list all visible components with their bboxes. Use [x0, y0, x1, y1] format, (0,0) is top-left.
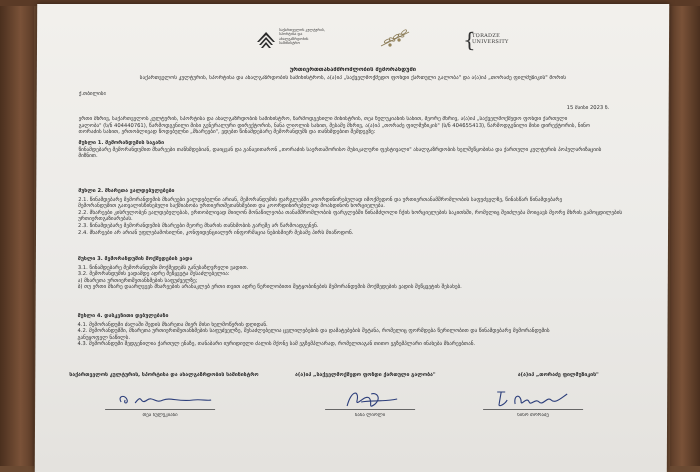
preamble: [79, 116, 639, 136]
memorandum-document: [35, 4, 669, 472]
parties-line: საქართველოს კულტურის, სპორტისა და ახალგაზრდობის სამინისტროს, ა(ა)იპ „საქველმოქმედო ფონდი ქართული გალობა" და ა(ა)იპ „თორაძე ფილმუზიკის" შორის: [139, 75, 566, 81]
signature-org-1: საქართველოს კულტურის, სპორტისა და ახალგაზრდობის სამინისტრო: [69, 372, 259, 378]
city: ქ.თბილისი: [78, 91, 107, 97]
olive-branch-logo-icon: [377, 24, 413, 54]
signature-org-2: ა(ა)იპ „საქველმოქმედო ფონდი ქართული გალობა": [294, 372, 436, 378]
article-3-line: 3.1. წინამდებარე მემორანდუმი მოქმედებს განუსაზღვრელი ვადით.: [77, 264, 249, 271]
article-2-line: ურთიერთგაზიარებას.: [78, 216, 133, 223]
article-2-line: 2.2. მხარეები კისრულობენ ვალდებულებას, ერთობლივად მიიღონ მონაწილეობა თანამშრომლობის ფარგლებში წინამძღოლი ჩქის ხორციელების საკითხში, რომელიც შეიძლება მოიცავს მეორე მხრის გამოცდილების: [78, 209, 623, 216]
article-4-line: 4.2. მემორანდუმში, მხარეთა ურთიერთშეთანხმების საფუძველზე, შესაძლებელია ცვლილებების და დამატებების შეტანა, რომელიც ფორმდება წერილობით და წინამდებარე მემორანდუმის: [77, 328, 550, 335]
article-2-line: 2.4. მხარეები არ არიან უფლებამოსილნი, კონფიდენციალურ ინფორმაცია ნებისმიერ მესამე პირს მიაწოდონ.: [78, 229, 354, 236]
article-4-line: განუყოფელ ნაწილს.: [77, 334, 131, 341]
signature-line-1: [105, 409, 215, 410]
preamble-line: გალობა" (ს/ნ 404440761), წარმოდგენილი მისი გენერალური დირექტორის, ნანა ლიოლის სახით, მესამე მხრივ, ა(ა)იპ „თორაძე ფილმუზიკის" (ს/ნ 404655413), წარმოდგენილი მისი დირექტორის, ნინო: [78, 122, 590, 129]
ministry-logo-icon: [255, 28, 277, 50]
document-title: ურთიერთთანამშრომლობის მემორანდუმი: [289, 67, 417, 73]
toradze-logo-text: TORADZE UNIVERSITY: [472, 33, 509, 45]
article-2-line: მემორანდუმით გათვალისწინებული საქმიანობა ურთიერთშეთანხმებით და კოორდინირებულად მოახდინონ ხორციელება.: [78, 203, 385, 210]
article-2: [78, 188, 638, 236]
ministry-logo-text: საქართველოს კულტურის, სპორტისა და ახალგაზრდობის სამინისტრო: [279, 28, 326, 46]
signatory-name-1: თეა წულუკიანი: [142, 413, 178, 418]
article-2-line: 2.3. წინამდებარე მემორანდუმის მხარეები მეორე მხარის თანხმობის გარეშე არ წარმოადგენენ.: [78, 222, 319, 229]
article-4-heading: მუხლი 4. დასკვნითი დებულებანი: [77, 313, 169, 319]
signature-3-icon: [491, 384, 571, 410]
date: 15 მაისი 2023 წ.: [566, 105, 610, 111]
signature-org-3: ა(ა)იპ „თორაძე ფილმუზიკის": [517, 372, 599, 378]
article-4-line: 4.3. მემორანდუმი შედგენილია ქართულ ენაზე, თანაბარი იურიდიული ძალის მქონე სამ ეგზემპლარად, რომელთაგან თითო ეგზემპლარი ინახება მხარეებთან.: [77, 341, 476, 348]
logo-header: [37, 22, 669, 62]
article-1-line: წინამდებარე მემორანდუმით მხარეები თანხმდებიან, დაიცვან და განავითარონ „თორაძის საერთაშორისო მუსიკალური ფესტივალი" ახალგაზრდობის ხელშეწყობისა და ქართული კულტურის პოპულარიზაციის: [78, 146, 602, 153]
article-4-line: 4.1. მემორანდუმი ძალაში შედის მხარეთა მიერ მისი ხელმოწერის დღიდან.: [77, 321, 268, 328]
signature-line-3: [483, 409, 583, 410]
article-2-heading: მუხლი 2. მხარეთა ვალდებულებები: [78, 188, 175, 194]
article-3-line: ბ) თუ ერთი მხარე დაარღვევს მხარეების არანაკლებ ერთი თვით ადრე წერილობითი შეტყობინების მემორანდუმის მოქმედების ვადის შეწყვეტის შესახებ.: [77, 284, 462, 291]
article-4: [77, 313, 637, 348]
article-3-line: ა) მხარეთა ურთიერთშეთანხმების საფუძველზე;: [77, 277, 198, 284]
article-3: [78, 256, 638, 291]
preamble-line: თორაძის სახით, ერთობლივად წოდებულნი „მხარეები", ვდებთ წინამდებარე მემორანდუმს და თანხმდებით შემდეგზე:: [78, 129, 376, 136]
signature-line-2: [325, 409, 415, 410]
article-3-heading: მუხლი 3. მემორანდუმის მოქმედების ვადა: [77, 256, 193, 262]
wooden-frame-right: [670, 0, 700, 466]
wooden-frame-left: [0, 0, 34, 466]
article-1-heading: მუხლი 1. მემორანდუმის საგანი: [78, 140, 165, 146]
signatory-name-2: ნანა ლიოლი: [354, 413, 386, 418]
article-2-line: 2.1. წინამდებარე მემორანდუმის მხარეები ვალდებულნი არიან, მემორანდუმის ფარგლებში კოორდინირებულად იმოქმედონ და ურთიერთანამშრომლობის საფუძველზე, წინასწარ წინამდებარე: [78, 196, 563, 203]
signature-1-icon: [113, 388, 213, 410]
article-1: [78, 140, 638, 160]
article-3-line: 3.2. მემორანდუმის ვადამდე ადრე შეწყვეტა შესაძლებელია:: [77, 271, 230, 278]
preamble-line: ერთი მხრივ, საქართველოს კულტურის, სპორტისა და ახალგაზრდობის სამინისტრო, წარმოდგენილი მინისტრის, თეა წულუკიანის სახით, მეორე მხრივ, ა(ა)იპ „საქველმოქმედო ფონდი ქართული: [78, 116, 568, 122]
toradze-logo-icon: { TORADZE UNIVERSITY: [462, 28, 509, 52]
signatory-name-3: ნინო თორაძე: [517, 413, 549, 418]
article-1-line: მიზნით.: [78, 153, 98, 160]
